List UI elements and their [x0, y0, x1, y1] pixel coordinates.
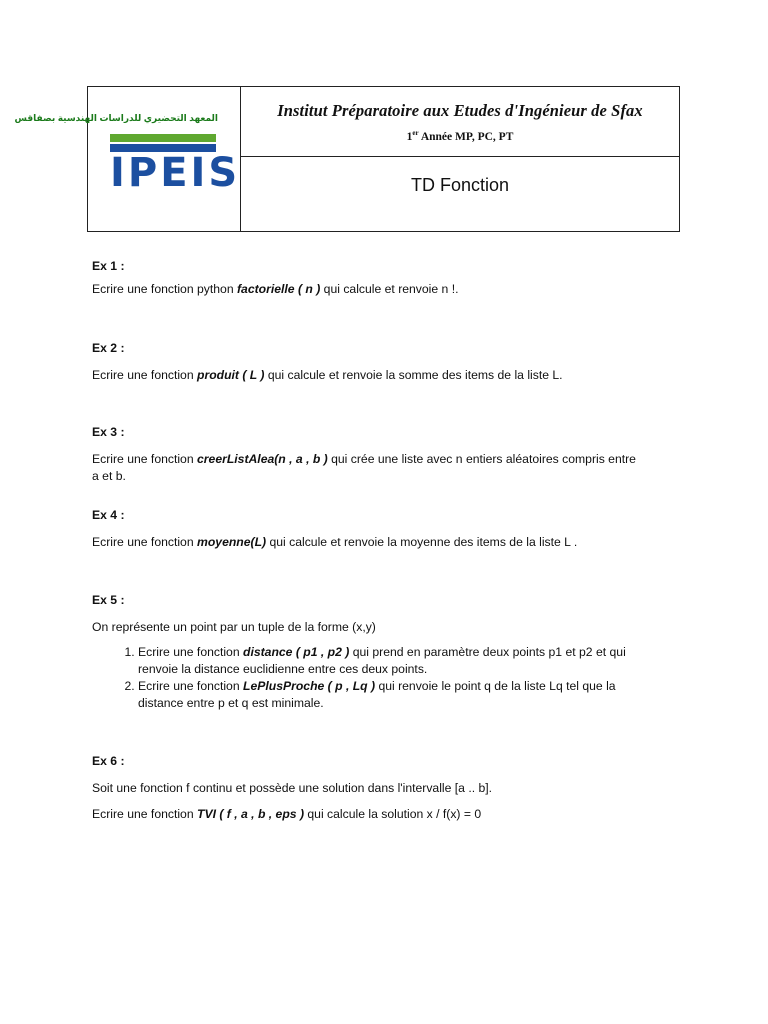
ex1-post: qui calcule et renvoie n !. [320, 282, 459, 296]
header-table [14, 86, 680, 232]
ex2-post: qui calcule et renvoie la somme des items de la liste L. [264, 368, 563, 382]
ex5-item1-line2: renvoie la distance euclidienne entre ces deux points. [138, 662, 428, 676]
page-title: TD Fonction [410, 175, 510, 195]
ex4-text [92, 534, 682, 551]
ex5-item-1 [138, 644, 682, 678]
ex3-post: qui crée une liste avec n entiers aléatoires compris entre [327, 452, 636, 466]
ex4-pre: Ecrire une fonction [92, 535, 198, 549]
ex5-item1-pre: Ecrire une fonction [138, 645, 244, 659]
ex3-text-line2: a et b. [92, 469, 126, 483]
institute-name: Institut Préparatoire aux Etudes d'Ingénieur de Sfax [277, 101, 643, 120]
ex3-fn: creerListAlea(n , a , b ) [197, 452, 328, 466]
ex5-item2-fn: LePlusProche ( p , Lq ) [243, 679, 376, 693]
ex3-title: Ex 3 : [92, 425, 125, 439]
header-right [241, 87, 679, 231]
ex6-post: qui calcule la solution x / f(x) = 0 [304, 807, 482, 821]
ex6-pre: Ecrire une fonction [92, 807, 198, 821]
logo-cell [14, 87, 241, 231]
logo-green-bar [110, 134, 216, 142]
ex3-pre: Ecrire une fonction [92, 452, 198, 466]
ex4-title: Ex 4 : [92, 508, 125, 522]
ex3-text [92, 451, 682, 468]
year-line [241, 129, 679, 143]
ex1-title: Ex 1 : [92, 259, 125, 273]
ex5-intro: On représente un point par un tuple de la forme (x,y) [92, 620, 376, 634]
ex2-fn: produit ( L ) [197, 368, 265, 382]
ipeis-logo: IPEIS [110, 150, 241, 196]
year-rest: Année MP, PC, PT [418, 130, 514, 143]
ex5-item1-post: qui prend en paramètre deux points p1 et p2 et qui [349, 645, 626, 659]
logo-arabic-text: المعهد التحضيري للدراسات الهندسية بصفاقس [14, 113, 218, 123]
institute-cell [241, 87, 679, 157]
year-prefix: 1 [406, 130, 413, 143]
ex2-title: Ex 2 : [92, 341, 125, 355]
ex4-post: qui calcule et renvoie la moyenne des items de la liste L . [266, 535, 578, 549]
ex6-fn: TVI ( f , a , b , eps ) [197, 807, 305, 821]
ex2-text [92, 367, 682, 384]
ex1-fn: factorielle ( n ) [236, 282, 321, 296]
ex5-item-2 [138, 678, 682, 712]
ex1-pre: Ecrire une fonction python [92, 282, 237, 296]
ex5-item2-line2: distance entre p et q est minimale. [138, 696, 324, 710]
ex4-fn: moyenne(L) [197, 535, 267, 549]
ex5-list [92, 644, 682, 712]
exercise-list [92, 258, 682, 823]
ex5-item2-pre: Ecrire une fonction [138, 679, 244, 693]
ex5-item2-post: qui renvoie le point q de la liste Lq tel que la [375, 679, 616, 693]
ex6-title: Ex 6 : [92, 754, 125, 768]
year-sup: er [412, 129, 419, 137]
ex1-text [92, 281, 682, 298]
ex5-title: Ex 5 : [92, 593, 125, 607]
ex6-text [92, 806, 682, 823]
ex5-item1-fn: distance ( p1 , p2 ) [243, 645, 350, 659]
ex6-intro: Soit une fonction f continu et possède une solution dans l'intervalle [a .. b]. [92, 781, 493, 795]
ex2-pre: Ecrire une fonction [92, 368, 198, 382]
